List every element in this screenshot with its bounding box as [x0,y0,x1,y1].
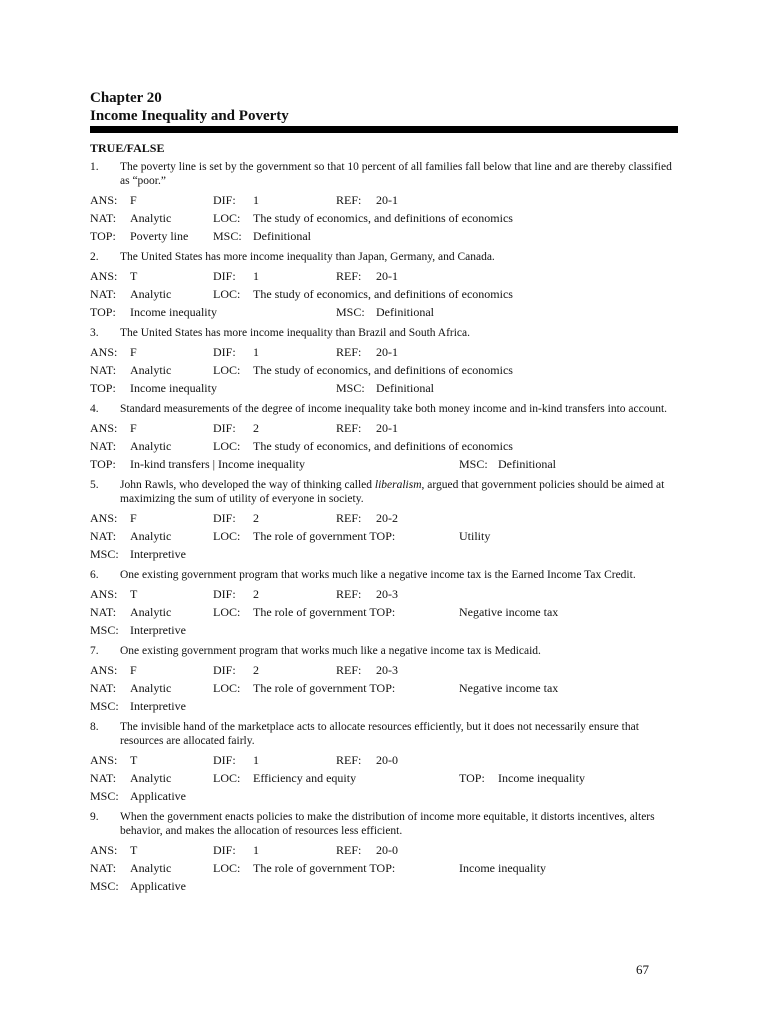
msc-value: Definitional [376,381,434,395]
page-number: 67 [636,962,649,977]
msc-value: Interpretive [130,623,186,637]
nat-label: NAT: [90,861,117,875]
top-value: Negative income tax [459,681,559,695]
loc-label: LOC: [213,439,241,453]
top-label: TOP: [90,305,116,319]
question-text: The invisible hand of the marketplace acts to allocate resources efficiently, but it does not necessarily ensure that resources are allocated fairly. [120,721,639,747]
question-list [90,160,678,894]
loc-value: The role of government TOP: [253,861,396,875]
dif-label: DIF: [213,421,236,435]
top-label: TOP: [459,771,485,785]
question-stem [90,478,678,506]
metadata-row [90,698,678,714]
question-number: 6. [90,569,99,581]
ref-value: 20-3 [376,663,398,677]
msc-value: Definitional [498,457,556,471]
top-value: Poverty line [130,229,189,243]
chapter-title: Income Inequality and Poverty [90,108,289,124]
loc-label: LOC: [213,529,241,543]
question-stem [90,250,678,264]
nat-value: Analytic [130,287,172,301]
metadata-row [90,362,678,378]
ref-label: REF: [336,193,362,207]
question-stem [90,644,678,658]
question-text: One existing government program that works much like a negative income tax is the Earned Income Tax Credit. [120,569,636,581]
ans-label: ANS: [90,421,118,435]
ans-value: T [130,753,138,767]
loc-value: The study of economics, and definitions of economics [253,363,513,377]
question-number: 2. [90,251,99,263]
ans-value: F [130,663,137,677]
loc-label: LOC: [213,363,241,377]
nat-label: NAT: [90,439,117,453]
loc-value: The role of government TOP: [253,605,396,619]
dif-value: 1 [253,193,259,207]
ans-label: ANS: [90,345,118,359]
top-value: Negative income tax [459,605,559,619]
ref-value: 20-1 [376,421,398,435]
question-item [90,160,678,244]
ref-label: REF: [336,421,362,435]
msc-label: MSC: [90,547,119,561]
loc-label: LOC: [213,861,241,875]
metadata-row [90,286,678,302]
section-heading: TRUE/FALSE [90,141,165,155]
metadata-row [90,662,678,678]
chapter-number: Chapter 20 [90,90,162,106]
question-number: 3. [90,327,99,339]
nat-value: Analytic [130,605,172,619]
msc-value: Definitional [253,229,311,243]
dif-value: 2 [253,421,259,435]
nat-value: Analytic [130,529,172,543]
question-stem [90,160,678,188]
question-stem [90,810,678,838]
ans-value: F [130,345,137,359]
metadata-row [90,860,678,876]
metadata-row [90,438,678,454]
ans-value: F [130,511,137,525]
metadata-row [90,878,678,894]
document-page [90,89,678,894]
nat-label: NAT: [90,605,117,619]
msc-label: MSC: [213,229,242,243]
nat-label: NAT: [90,211,117,225]
loc-label: LOC: [213,211,241,225]
ref-label: REF: [336,345,362,359]
ref-label: REF: [336,753,362,767]
msc-label: MSC: [90,623,119,637]
ans-value: T [130,587,138,601]
metadata-row [90,420,678,436]
metadata-row [90,510,678,526]
nat-value: Analytic [130,211,172,225]
msc-label: MSC: [90,789,119,803]
metadata-row [90,380,678,396]
metadata-row [90,304,678,320]
metadata-row [90,622,678,638]
question-number: 8. [90,721,99,733]
question-number: 4. [90,403,99,415]
ref-value: 20-1 [376,193,398,207]
metadata-row [90,268,678,284]
nat-value: Analytic [130,363,172,377]
metadata-row [90,770,678,786]
ans-value: F [130,421,137,435]
msc-value: Interpretive [130,699,186,713]
question-stem [90,402,678,416]
question-text: The United States has more income inequality than Brazil and South Africa. [120,327,471,339]
top-value: In-kind transfers | Income inequality [130,457,306,471]
question-item [90,402,678,472]
msc-value: Interpretive [130,547,186,561]
ans-value: F [130,193,137,207]
nat-value: Analytic [130,439,172,453]
ref-label: REF: [336,269,362,283]
loc-value: The study of economics, and definitions of economics [253,439,513,453]
question-item [90,250,678,320]
question-item [90,478,678,562]
metadata-row [90,528,678,544]
ans-value: T [130,269,138,283]
metadata-row [90,842,678,858]
question-stem [90,326,678,340]
question-number: 9. [90,811,99,823]
msc-label: MSC: [90,879,119,893]
ref-value: 20-1 [376,345,398,359]
dif-label: DIF: [213,511,236,525]
metadata-row [90,752,678,768]
top-label: TOP: [90,381,116,395]
loc-label: LOC: [213,287,241,301]
dif-value: 2 [253,587,259,601]
dif-label: DIF: [213,193,236,207]
metadata-row [90,586,678,602]
top-value: Income inequality [498,771,585,785]
question-text: One existing government program that works much like a negative income tax is Medicaid. [120,645,541,657]
question-number: 5. [90,479,99,491]
dif-label: DIF: [213,345,236,359]
ref-value: 20-3 [376,587,398,601]
metadata-row [90,210,678,226]
loc-value: Efficiency and equity [253,771,357,785]
metadata-row [90,604,678,620]
ans-label: ANS: [90,843,118,857]
title-rule [90,126,678,133]
top-value: Income inequality [130,381,217,395]
loc-value: The study of economics, and definitions of economics [253,287,513,301]
msc-value: Applicative [130,879,186,893]
ans-label: ANS: [90,511,118,525]
loc-value: The study of economics, and definitions of economics [253,211,513,225]
msc-label: MSC: [459,457,488,471]
ref-value: 20-0 [376,753,398,767]
top-label: TOP: [90,457,116,471]
msc-label: MSC: [90,699,119,713]
dif-value: 2 [253,663,259,677]
question-text: Standard measurements of the degree of income inequality take both money income and in-kind transfers into account. [120,403,668,415]
ans-label: ANS: [90,753,118,767]
ref-label: REF: [336,663,362,677]
metadata-row [90,344,678,360]
ref-label: REF: [336,843,362,857]
metadata-row [90,192,678,208]
nat-label: NAT: [90,771,117,785]
question-number: 7. [90,645,99,657]
ref-value: 20-1 [376,269,398,283]
question-text: When the government enacts policies to make the distribution of income more equitable, it distorts incentives, alters behavior, and makes the allocation of resources less efficient. [120,811,655,837]
question-text: John Rawls, who developed the way of thinking called liberalism, argued that government policies should be aimed at maximizing the sum of utility of everyone in society. [120,479,665,505]
top-value: Income inequality [130,305,217,319]
question-item [90,326,678,396]
msc-label: MSC: [336,305,365,319]
metadata-row [90,788,678,804]
question-item [90,644,678,714]
ans-label: ANS: [90,587,118,601]
dif-value: 2 [253,511,259,525]
ref-value: 20-2 [376,511,398,525]
dif-label: DIF: [213,587,236,601]
question-item [90,720,678,804]
metadata-row [90,228,678,244]
dif-label: DIF: [213,843,236,857]
nat-value: Analytic [130,861,172,875]
nat-label: NAT: [90,287,117,301]
ref-value: 20-0 [376,843,398,857]
dif-value: 1 [253,345,259,359]
msc-label: MSC: [336,381,365,395]
loc-label: LOC: [213,771,241,785]
metadata-row [90,680,678,696]
question-number: 1. [90,161,99,173]
dif-value: 1 [253,843,259,857]
dif-label: DIF: [213,269,236,283]
question-text: The poverty line is set by the government so that 10 percent of all families fall below that line and are thereby classified as “poor.” [120,161,672,187]
ref-label: REF: [336,511,362,525]
question-text: The United States has more income inequality than Japan, Germany, and Canada. [120,251,495,263]
ans-value: T [130,843,138,857]
dif-value: 1 [253,269,259,283]
loc-value: The role of government TOP: [253,681,396,695]
top-value: Income inequality [459,861,546,875]
nat-value: Analytic [130,681,172,695]
question-stem [90,568,678,582]
ans-label: ANS: [90,663,118,677]
top-value: Utility [459,529,491,543]
question-stem [90,720,678,748]
loc-label: LOC: [213,605,241,619]
msc-value: Applicative [130,789,186,803]
msc-value: Definitional [376,305,434,319]
dif-label: DIF: [213,753,236,767]
dif-value: 1 [253,753,259,767]
top-label: TOP: [90,229,116,243]
ref-label: REF: [336,587,362,601]
dif-label: DIF: [213,663,236,677]
nat-label: NAT: [90,363,117,377]
nat-label: NAT: [90,681,117,695]
metadata-row [90,546,678,562]
nat-label: NAT: [90,529,117,543]
question-item [90,568,678,638]
ans-label: ANS: [90,269,118,283]
loc-value: The role of government TOP: [253,529,396,543]
question-item [90,810,678,894]
ans-label: ANS: [90,193,118,207]
loc-label: LOC: [213,681,241,695]
metadata-row [90,456,678,472]
nat-value: Analytic [130,771,172,785]
